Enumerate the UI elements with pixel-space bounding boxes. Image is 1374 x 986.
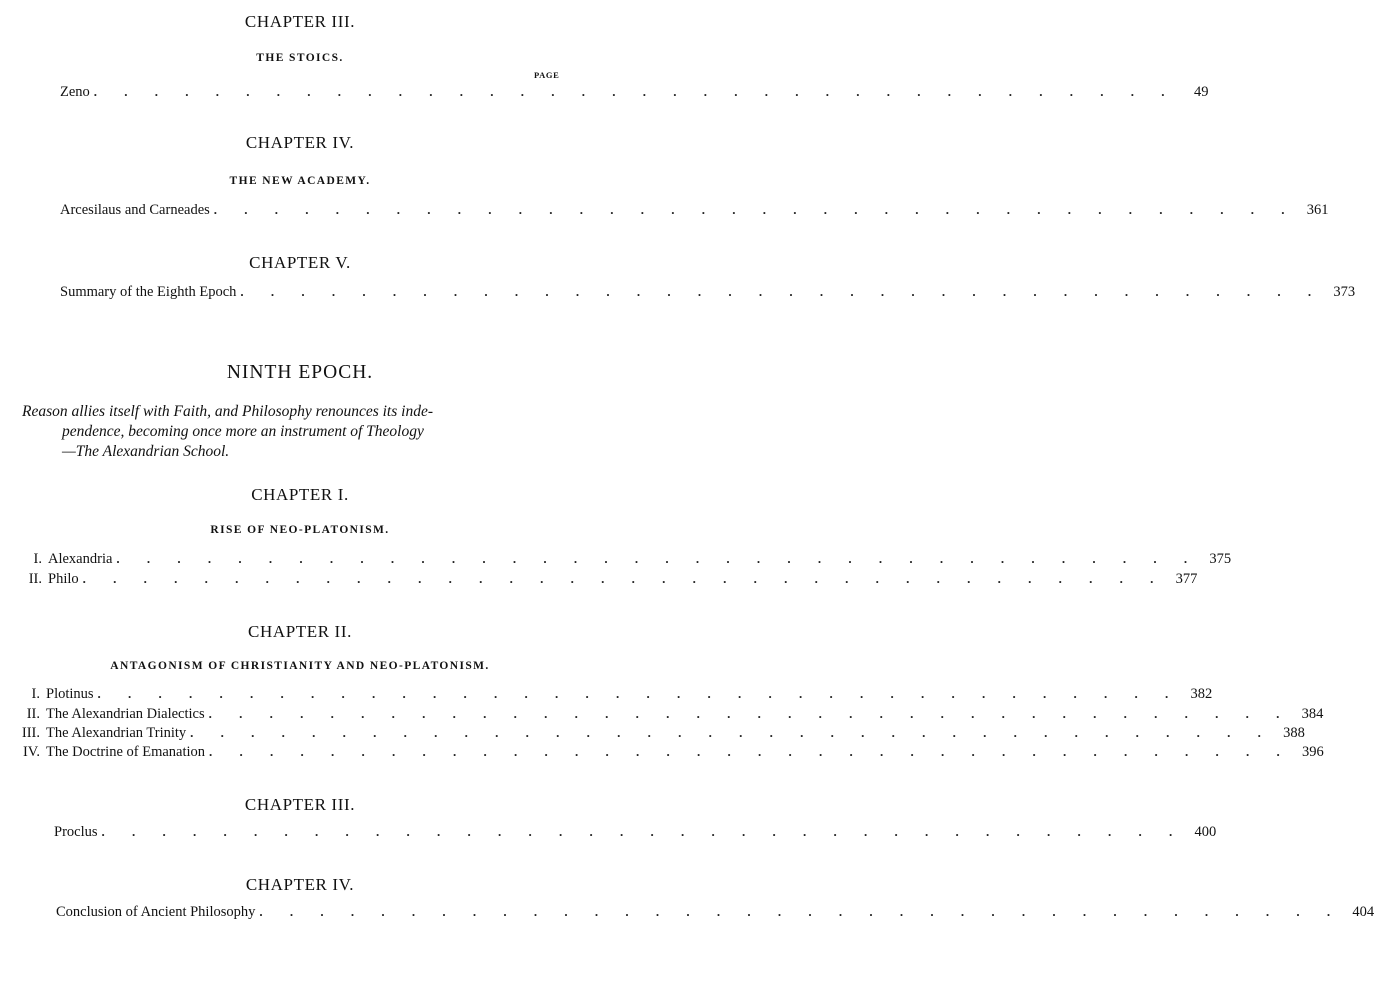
toc-entry[interactable]	[22, 551, 1232, 568]
dot-leader: . . . . . . . . . . . . . . . . . . . . . . . . . . . . . . . . . . . .	[97, 686, 1181, 701]
chapter-subtitle: ANTAGONISM OF CHRISTIANITY AND NEO-PLATONISM.	[110, 660, 490, 672]
dot-leader: . . . . . . . . . . . . . . . . . . . . . . . . . . . . . . . . . . . .	[116, 551, 1200, 566]
entry-label: Proclus	[54, 824, 98, 840]
toc-entry[interactable]	[12, 706, 1324, 723]
entry-page: 384	[1301, 706, 1324, 722]
dot-leader: . . . . . . . . . . . . . . . . . . . . . . . . . . . . . . . . . . . .	[82, 571, 1166, 586]
entry-label: The Doctrine of Emanation	[46, 744, 206, 760]
dot-leader: . . . . . . . . . . . . . . . . . . . . . . . . . . . . . . . . . . . .	[240, 284, 1324, 299]
chapter-heading: CHAPTER III.	[244, 795, 356, 814]
description-line: Reason allies itself with Faith, and Philosophy renounces its inde-	[22, 403, 433, 420]
entry-page: 373	[1333, 284, 1356, 300]
epoch-description	[22, 402, 572, 462]
chapter-heading: CHAPTER IV.	[245, 133, 355, 152]
entry-label: Plotinus	[46, 686, 94, 702]
entry-label: Arcesilaus and Carneades	[60, 202, 210, 218]
dot-leader: . . . . . . . . . . . . . . . . . . . . . . . . . . . . . . . . . . . .	[93, 84, 1177, 99]
chapter-heading: CHAPTER II.	[248, 622, 352, 641]
entry-page: 388	[1283, 725, 1305, 741]
toc-entry[interactable]	[12, 686, 1213, 703]
dot-leader: . . . . . . . . . . . . . . . . . . . . . . . . . . . . . . . . . . . .	[259, 904, 1343, 919]
entry-label: Zeno	[60, 84, 90, 100]
description-line: —The Alexandrian School.	[62, 443, 230, 460]
entry-label: The Alexandrian Trinity	[46, 725, 187, 741]
entry-page: 396	[1302, 744, 1324, 760]
toc-entry[interactable]	[12, 744, 1324, 761]
chapter-subtitle: THE STOICS.	[256, 52, 344, 64]
entry-numeral: II.	[28, 571, 42, 587]
entry-page: 382	[1190, 686, 1213, 702]
entry-page: 400	[1194, 824, 1217, 840]
toc-entry[interactable]	[54, 824, 1217, 841]
entry-numeral: I.	[33, 551, 42, 567]
chapter-heading: CHAPTER V.	[249, 253, 351, 272]
entry-numeral: IV.	[22, 744, 40, 760]
dot-leader: . . . . . . . . . . . . . . . . . . . . . . . . . . . . . . . . . . . .	[213, 202, 1297, 217]
chapter-heading: CHAPTER IV.	[245, 875, 355, 894]
entry-numeral: III.	[21, 725, 40, 741]
dot-leader: . . . . . . . . . . . . . . . . . . . . . . . . . . . . . . . . . . . .	[208, 706, 1292, 721]
toc-entry[interactable]	[60, 284, 1356, 301]
entry-page: 404	[1352, 904, 1374, 920]
entry-label: The Alexandrian Dialectics	[46, 706, 205, 722]
epoch-title: NINTH EPOCH.	[226, 362, 374, 383]
toc-entry[interactable]	[60, 84, 1209, 101]
toc-entry[interactable]	[60, 202, 1329, 219]
entry-page: 375	[1209, 551, 1232, 567]
entry-numeral: II.	[26, 706, 40, 722]
entry-numeral: I.	[31, 686, 40, 702]
chapter-heading: CHAPTER I.	[251, 485, 349, 504]
entry-label: Conclusion of Ancient Philosophy	[56, 904, 256, 920]
entry-page: 361	[1306, 202, 1329, 218]
dot-leader: . . . . . . . . . . . . . . . . . . . . . . . . . . . . . . . . . . . .	[209, 744, 1292, 759]
chapter-subtitle: RISE OF NEO-PLATONISM.	[210, 524, 390, 536]
chapter-heading: CHAPTER III.	[244, 12, 356, 31]
toc-entry[interactable]	[12, 725, 1305, 742]
entry-label: Philo	[48, 571, 79, 587]
toc-entry[interactable]	[22, 571, 1198, 588]
entry-label: Alexandria	[48, 551, 113, 567]
toc-entry[interactable]	[56, 904, 1374, 921]
description-line: pendence, becoming once more an instrument of Theology	[62, 423, 424, 440]
entry-label: Summary of the Eighth Epoch	[60, 284, 237, 300]
entry-page: 377	[1175, 571, 1198, 587]
chapter-subtitle: THE NEW ACADEMY.	[229, 175, 371, 187]
page-column-label: PAGE	[534, 70, 560, 80]
dot-leader: . . . . . . . . . . . . . . . . . . . . . . . . . . . . . . . . . . . .	[101, 824, 1185, 839]
dot-leader: . . . . . . . . . . . . . . . . . . . . . . . . . . . . . . . . . . . .	[190, 725, 1273, 740]
entry-page: 49	[1194, 84, 1209, 100]
